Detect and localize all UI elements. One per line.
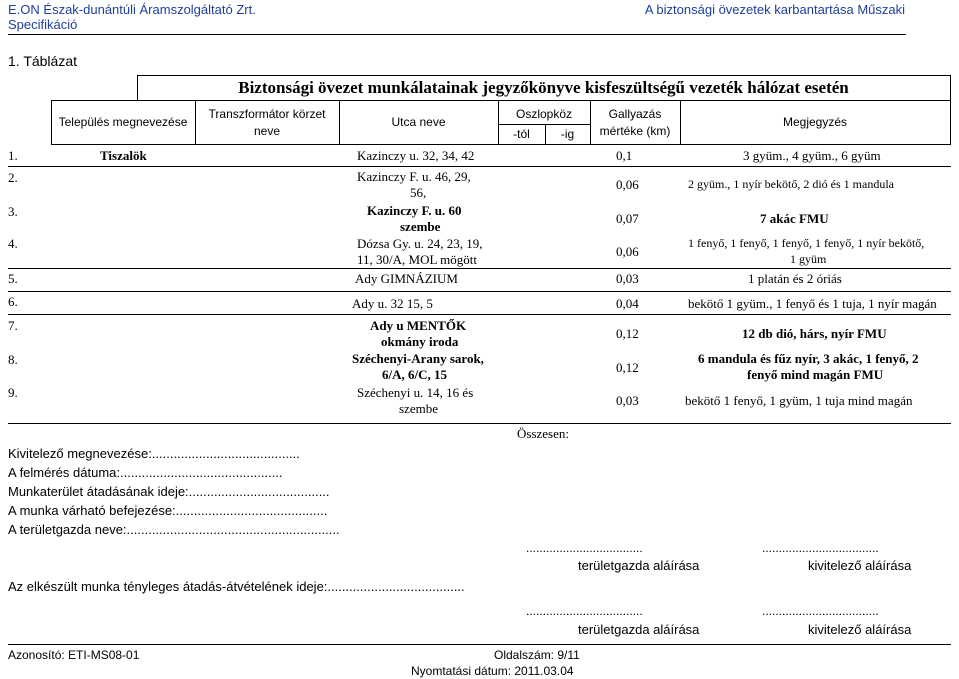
row-remark: 12 db dió, hárs, nyír FMU <box>742 326 887 341</box>
row-remark-2: 1 gyüm <box>790 252 827 266</box>
row-num: 7. <box>8 318 18 333</box>
row-street: Ady GIMNÁZIUM <box>355 271 458 286</box>
col-transformer-1: Transzformátor körzet <box>208 107 326 121</box>
col-pole: Oszlopköz <box>515 107 573 121</box>
row-num: 1. <box>8 148 18 163</box>
actual-handover-field[interactable]: Az elkészült munka tényleges átadás-átvételének ideje:...................................... <box>8 579 465 594</box>
document-id: Azonosító: ETI-MS08-01 <box>8 648 140 662</box>
handover-date-field[interactable]: Munkaterület átadásának ideje:....................................... <box>8 484 330 499</box>
row-street-2: szembe <box>400 219 441 234</box>
total-label: Összesen: <box>517 426 569 441</box>
doc-title: A biztonsági övezetek karbantartása Műszaki <box>644 2 905 17</box>
row-num: 5. <box>8 271 18 286</box>
row-num: 4. <box>8 236 18 251</box>
row-line <box>8 166 951 167</box>
row-line <box>8 314 951 315</box>
row-street-2: szembe <box>399 401 438 416</box>
row-street: Kazinczy F. u. 46, 29, <box>357 169 471 184</box>
row-km: 0,07 <box>616 211 639 226</box>
row-remark: bekötő 1 fenyő, 1 gyüm, 1 tuja mind magán <box>685 393 913 408</box>
table-label: 1. Táblázat <box>8 53 78 69</box>
row-street: Ady u MENTŐK <box>370 318 467 333</box>
row-street-2: 11, 30/A, MOL mögött <box>357 252 478 267</box>
row-km: 0,12 <box>616 360 639 375</box>
spec-label: Specifikáció <box>8 17 78 32</box>
row-line <box>8 291 951 292</box>
signature-line: ................................... <box>762 604 879 618</box>
row-line <box>8 268 951 269</box>
survey-date-field[interactable]: A felmérés dátuma:............................................. <box>8 465 283 480</box>
row-street-2: okmány iroda <box>381 334 459 349</box>
row-km: 0,06 <box>616 177 639 192</box>
row-line <box>8 423 951 424</box>
row-street-2: 6/A, 6/C, 15 <box>382 367 447 382</box>
row-remark: 1 platán és 2 óriás <box>748 271 842 286</box>
contractor-field[interactable]: Kivitelező megnevezése:......................................... <box>8 446 300 461</box>
row-remark: 7 akác FMU <box>760 211 829 226</box>
row-num: 9. <box>8 385 18 400</box>
row-km: 0,12 <box>616 326 639 341</box>
row-remark: 1 fenyő, 1 fenyő, 1 fenyő, 1 fenyő, 1 nyír bekötő, <box>688 236 925 250</box>
row-street: Kazinczy u. 32, 34, 42 <box>357 148 475 163</box>
row-remark-2: fenyő mind magán FMU <box>747 367 884 382</box>
row-street: Kazinczy F. u. 60 <box>367 203 462 218</box>
col-settlement: Település megnevezése <box>58 115 188 129</box>
row-street-2: 56, <box>410 185 427 200</box>
row-street: Széchenyi-Arany sarok, <box>352 351 484 366</box>
signature-line: ................................... <box>526 604 643 618</box>
signature-line: ................................... <box>762 541 879 555</box>
header-divider <box>8 34 906 35</box>
row-km: 0,1 <box>616 148 633 163</box>
signature-line: ................................... <box>526 541 643 555</box>
manager-name-field[interactable]: A területgazda neve:........................................................... <box>8 522 340 537</box>
row-num: 6. <box>8 294 18 309</box>
pole-divider <box>498 124 590 125</box>
contractor-signature-label: kivitelező aláírása <box>808 622 912 637</box>
row-km: 0,03 <box>616 393 639 408</box>
print-date: Nyomtatási dátum: 2011.03.04 <box>411 664 574 678</box>
contractor-signature-label: kivitelező aláírása <box>808 558 912 573</box>
row-street: Széchenyi u. 14, 16 és <box>357 385 474 400</box>
table-top-line <box>137 75 951 76</box>
row-num: 8. <box>8 352 18 367</box>
row-remark: 3 gyüm., 4 gyüm., 6 gyüm <box>743 148 881 163</box>
table-right-line <box>950 75 951 144</box>
row-num: 2. <box>8 170 18 185</box>
manager-signature-label: területgazda aláírása <box>578 558 700 573</box>
col-pruning-1: Gallyazás <box>608 107 662 121</box>
header-bottom-line <box>51 144 951 145</box>
table-title: Biztonsági övezet munkálatainak jegyzőkönyve kisfeszültségű vezeték hálózat esetén <box>238 78 849 97</box>
footer-divider <box>8 644 951 645</box>
row-settlement: Tiszalök <box>100 148 147 163</box>
row-street: Dózsa Gy. u. 24, 23, 19, <box>357 236 483 251</box>
completion-date-field[interactable]: A munka várható befejezése:.......................................... <box>8 503 328 518</box>
col-from: -tól <box>513 127 530 141</box>
row-remark: 2 gyüm., 1 nyír bekötő, 2 dió és 1 mandula <box>688 177 894 191</box>
page-number: Oldalszám: 9/11 <box>494 648 580 662</box>
row-remark: bekötő 1 gyüm., 1 fenyő és 1 tuja, 1 nyír magán <box>688 296 937 311</box>
row-km: 0,03 <box>616 271 639 286</box>
row-street: Ady u. 32 15, 5 <box>352 296 433 311</box>
col-remark: Megjegyzés <box>782 115 848 129</box>
col-to: -ig <box>560 127 575 141</box>
manager-signature-label: területgazda aláírása <box>578 622 700 637</box>
col-pruning-2: mértéke (km) <box>599 124 671 138</box>
col-street: Utca neve <box>391 115 446 129</box>
row-km: 0,06 <box>616 244 639 259</box>
row-remark: 6 mandula és fűz nyír, 3 akác, 1 fenyő, 2 <box>698 351 919 366</box>
header-top-line <box>51 100 951 101</box>
row-km: 0,04 <box>616 296 639 311</box>
company-name: E.ON Észak-dunántúli Áramszolgáltató Zrt. <box>8 2 256 17</box>
row-num: 3. <box>8 204 18 219</box>
col-transformer-2: neve <box>253 124 281 138</box>
